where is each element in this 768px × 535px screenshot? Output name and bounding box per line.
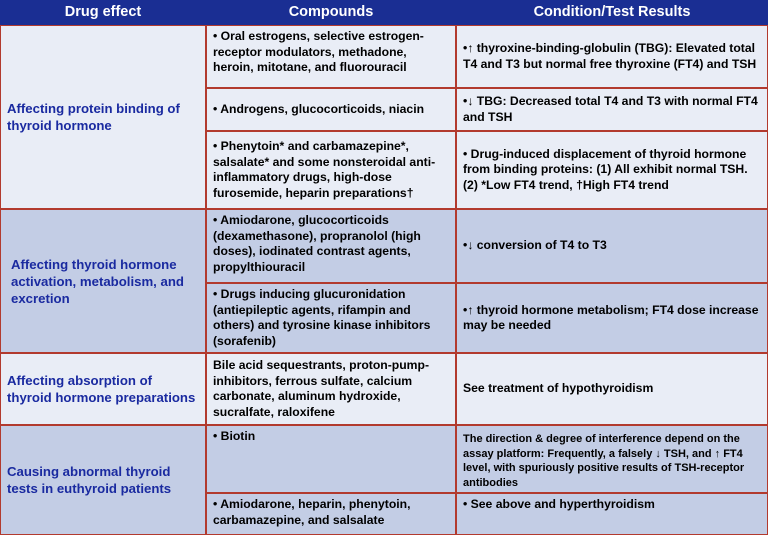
result-cell: The direction & degree of interference depend on the assay platform: Frequently, a falsely ↓ TSH, and ↑ FT4 level, with spuriously positive results of TSH-receptor antibodies — [456, 425, 768, 493]
compounds-cell: • Amiodarone, glucocorticoids (dexamethasone), propranolol (high doses), iodinated contrast agents, propylthiouracil — [206, 209, 456, 283]
effect-abnormal-tests: Causing abnormal thyroid tests in euthyroid patients — [0, 425, 206, 535]
result-cell: •↓ TBG: Decreased total T4 and T3 with normal FT4 and TSH — [456, 88, 768, 131]
effect-absorption: Affecting absorption of thyroid hormone preparations — [0, 353, 206, 425]
compounds-cell: • Amiodarone, heparin, phenytoin, carbamazepine, and salsalate — [206, 493, 456, 535]
result-cell: • Drug-induced displacement of thyroid hormone from binding proteins: (1) All exhibit normal TSH. (2) *Low FT4 trend, †High FT4 trend — [456, 131, 768, 209]
result-cell: See treatment of hypothyroidism — [456, 353, 768, 425]
result-cell: •↑ thyroid hormone metabolism; FT4 dose increase may be needed — [456, 283, 768, 353]
header-compounds: Compounds — [206, 0, 456, 25]
effect-activation-metabolism: Affecting thyroid hormone activation, metabolism, and excretion — [0, 209, 206, 353]
compounds-cell: Bile acid sequestrants, proton-pump-inhibitors, ferrous sulfate, calcium carbonate, aluminum hydroxide, sucralfate, raloxifene — [206, 353, 456, 425]
result-cell: •↓ conversion of T4 to T3 — [456, 209, 768, 283]
compounds-cell: • Drugs inducing glucuronidation (antiepileptic agents, rifampin and others) and tyrosine kinase inhibitors (sorafenib) — [206, 283, 456, 353]
compounds-cell: • Oral estrogens, selective estrogen-receptor modulators, methadone, heroin, mitotane, and fluorouracil — [206, 25, 456, 88]
compounds-cell: • Androgens, glucocorticoids, niacin — [206, 88, 456, 131]
result-cell: • See above and hyperthyroidism — [456, 493, 768, 535]
compounds-cell: • Phenytoin* and carbamazepine*, salsalate* and some nonsteroidal anti-inflammatory drugs, high-dose furosemide, heparin preparations† — [206, 131, 456, 209]
compounds-cell: • Biotin — [206, 425, 456, 493]
effect-protein-binding: Affecting protein binding of thyroid hormone — [0, 25, 206, 209]
result-cell: •↑ thyroxine-binding-globulin (TBG): Elevated total T4 and T3 but normal free thyroxine (FT4) and TSH — [456, 25, 768, 88]
header-drug-effect: Drug effect — [0, 0, 206, 25]
header-condition-results: Condition/Test Results — [456, 0, 768, 25]
